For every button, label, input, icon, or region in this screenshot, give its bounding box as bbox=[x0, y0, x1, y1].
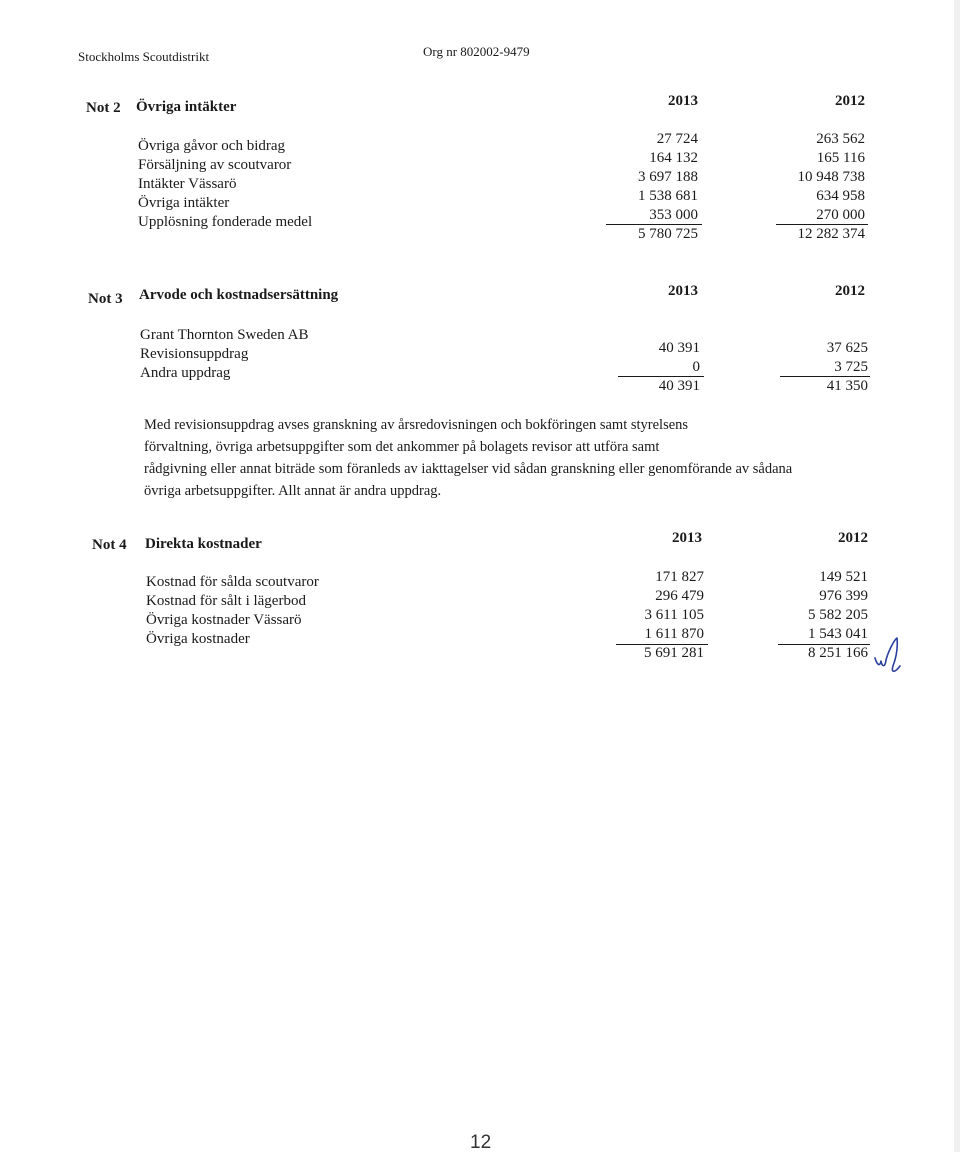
value-current: 3 697 188 bbox=[638, 169, 698, 185]
value-current: 40 391 bbox=[658, 340, 700, 356]
total-current: 5 691 281 bbox=[644, 645, 704, 661]
paragraph-line: förvaltning, övriga arbetsuppgifter som det ankommer på bolagets revisor att utföra samt bbox=[144, 439, 660, 455]
note-3-year-previous: 2012 bbox=[835, 283, 865, 299]
total-previous: 8 251 166 bbox=[808, 645, 868, 661]
value-previous: 270 000 bbox=[816, 207, 865, 223]
value-current: 1 611 870 bbox=[644, 626, 704, 642]
note-3-labels bbox=[140, 326, 308, 383]
table-row-label: Försäljning av scoutvaror bbox=[138, 157, 292, 173]
value-previous: 5 582 205 bbox=[808, 607, 868, 623]
note-3-title: Arvode och kostnadsersättning bbox=[139, 287, 339, 303]
note-2-previous-column bbox=[755, 130, 865, 244]
table-row-label: Intäkter Vässarö bbox=[138, 176, 237, 192]
total-previous: 41 350 bbox=[826, 378, 868, 394]
value-previous: 976 399 bbox=[819, 588, 868, 604]
note-2-labels bbox=[138, 137, 312, 232]
sum-line bbox=[616, 644, 708, 645]
table-row-label: Övriga kostnader Vässarö bbox=[146, 612, 302, 628]
page-number: 12 bbox=[470, 1132, 492, 1153]
note-4-year-current: 2013 bbox=[672, 530, 702, 546]
sum-line bbox=[618, 376, 704, 377]
signature-initials-icon bbox=[872, 634, 908, 678]
note-2-label: Not 2 bbox=[86, 100, 121, 116]
total-previous: 12 282 374 bbox=[797, 226, 865, 242]
table-row-label: Övriga intäkter bbox=[138, 195, 230, 211]
note-3-previous-column bbox=[758, 339, 868, 396]
paragraph-line: övriga arbetsuppgifter. Allt annat är andra uppdrag. bbox=[144, 483, 442, 499]
paragraph-line: rådgivning eller annat biträde som föranleds av iakttagelser vid sådan granskning eller genomförande av sådana bbox=[144, 461, 793, 477]
value-current: 27 724 bbox=[656, 131, 698, 147]
value-previous: 37 625 bbox=[826, 340, 868, 356]
note-2-year-current: 2013 bbox=[668, 93, 698, 109]
table-row-label: Övriga kostnader bbox=[146, 631, 250, 647]
organization-name: Stockholms Scoutdistrikt bbox=[78, 49, 210, 64]
value-current: 0 bbox=[692, 359, 700, 375]
note-3-label: Not 3 bbox=[88, 291, 123, 307]
note-4-label: Not 4 bbox=[92, 537, 127, 553]
note-3-description bbox=[144, 414, 792, 502]
total-current: 5 780 725 bbox=[638, 226, 698, 242]
organization-number: Org nr 802002-9479 bbox=[423, 44, 530, 59]
note-4-labels bbox=[146, 573, 319, 649]
note-2-current-column bbox=[588, 130, 698, 244]
value-current: 171 827 bbox=[655, 569, 704, 585]
table-row-label: Kostnad för sålda scoutvaror bbox=[146, 574, 319, 590]
value-previous: 10 948 738 bbox=[797, 169, 865, 185]
note-4-title: Direkta kostnader bbox=[145, 536, 262, 552]
table-row-label: Upplösning fonderade medel bbox=[138, 214, 313, 230]
table-row-label: Kostnad för sålt i lägerbod bbox=[146, 593, 306, 609]
sum-line bbox=[780, 376, 870, 377]
value-previous: 149 521 bbox=[819, 569, 868, 585]
value-previous: 634 958 bbox=[816, 188, 865, 204]
value-current: 1 538 681 bbox=[638, 188, 698, 204]
note-3-current-column bbox=[590, 339, 700, 396]
company-name: Grant Thornton Sweden AB bbox=[140, 327, 309, 343]
table-row-label: Övriga gåvor och bidrag bbox=[138, 138, 286, 154]
value-previous: 1 543 041 bbox=[808, 626, 868, 642]
sum-line bbox=[776, 224, 868, 225]
scan-edge bbox=[954, 0, 960, 1152]
note-3-year-current: 2013 bbox=[668, 283, 698, 299]
paragraph-line: Med revisionsuppdrag avses granskning av årsredovisningen och bokföringen samt styrelsens bbox=[144, 417, 689, 433]
table-row-label: Revisionsuppdrag bbox=[140, 346, 249, 362]
value-current: 296 479 bbox=[655, 588, 704, 604]
value-current: 3 611 105 bbox=[644, 607, 704, 623]
value-previous: 263 562 bbox=[816, 131, 865, 147]
value-previous: 3 725 bbox=[834, 359, 868, 375]
note-4-year-previous: 2012 bbox=[838, 530, 868, 546]
note-4-current-column bbox=[594, 568, 704, 663]
table-row-label: Andra uppdrag bbox=[140, 365, 231, 381]
note-4-previous-column bbox=[758, 568, 868, 663]
total-current: 40 391 bbox=[658, 378, 700, 394]
value-current: 164 132 bbox=[649, 150, 698, 166]
sum-line bbox=[606, 224, 702, 225]
note-2-title: Övriga intäkter bbox=[136, 99, 237, 115]
sum-line bbox=[778, 644, 870, 645]
value-previous: 165 116 bbox=[816, 150, 865, 166]
note-2-year-previous: 2012 bbox=[835, 93, 865, 109]
value-current: 353 000 bbox=[649, 207, 698, 223]
